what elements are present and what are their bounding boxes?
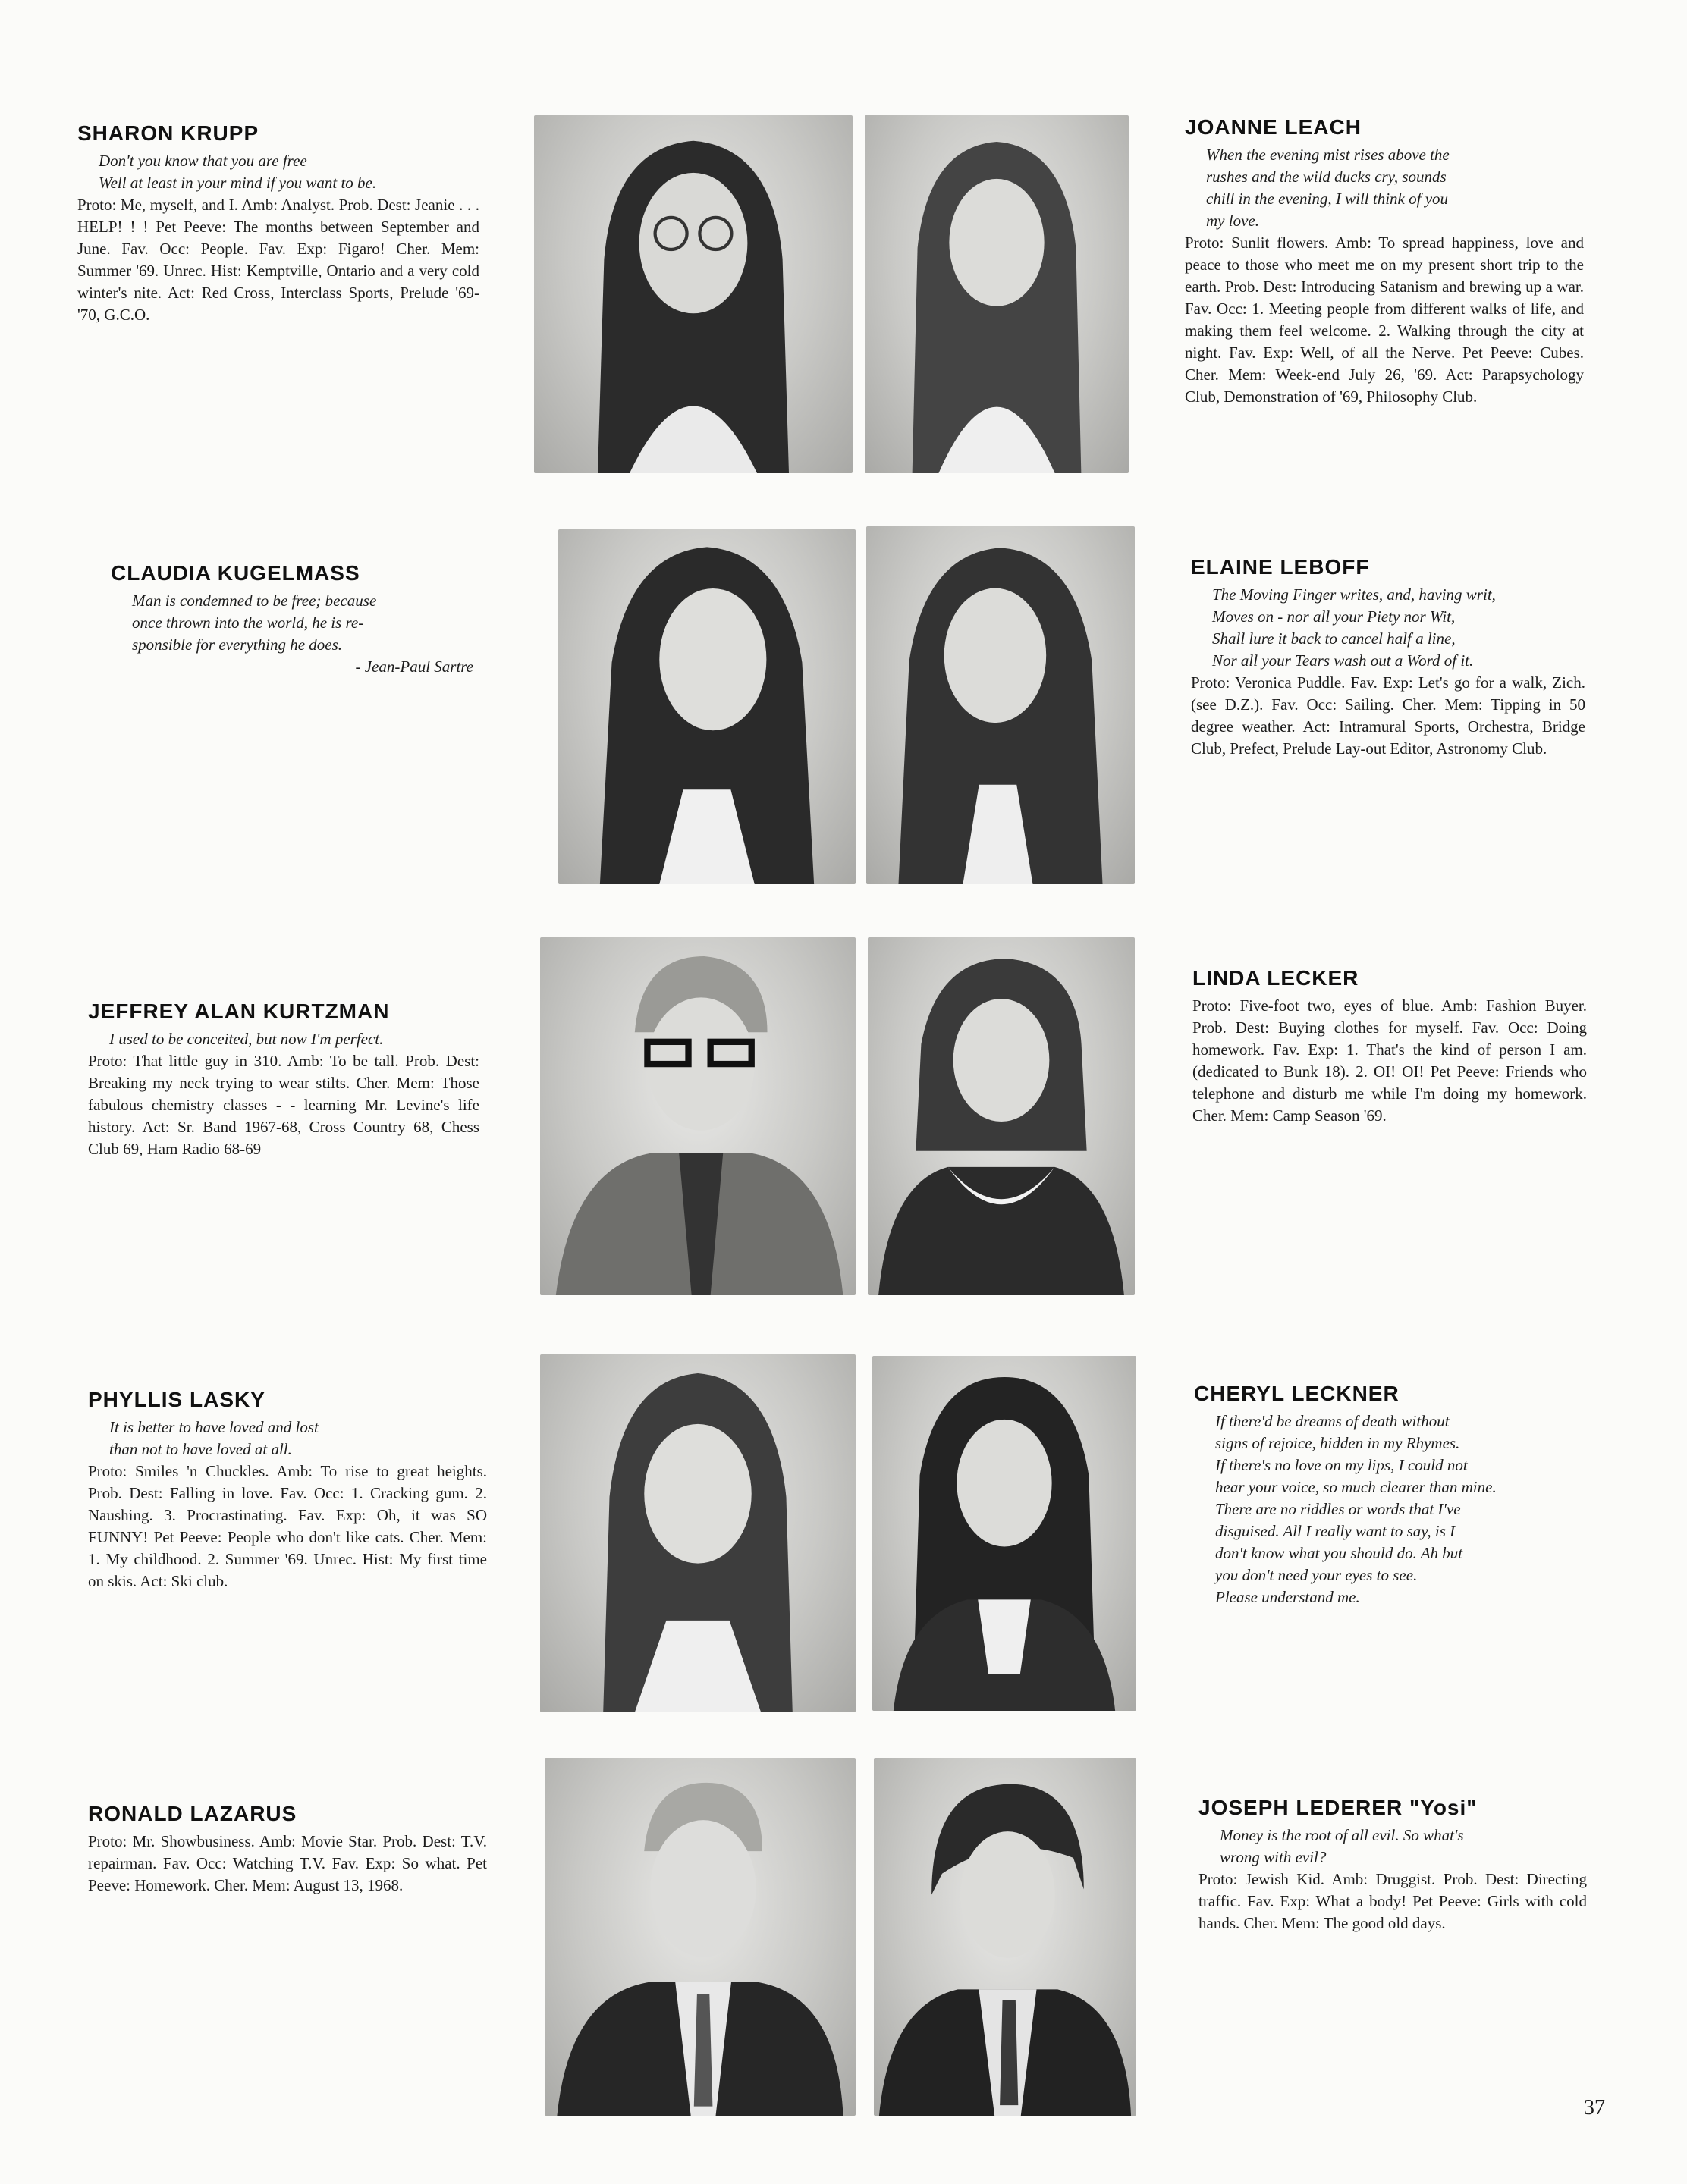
student-name: LINDA LECKER — [1192, 966, 1359, 990]
entry-joseph-lederer — [1198, 1796, 1587, 1935]
entry-joanne-leach — [1185, 115, 1584, 408]
portrait-photo-jeffrey-alan-kurtzman — [540, 937, 856, 1295]
student-name: RONALD LAZARUS — [88, 1802, 297, 1825]
student-quote: The Moving Finger writes, and, having writ, Moves on - nor all your Piety nor Wit, Shall lure it back to cancel half a line, Nor all your Tears wash out a Word of it. — [1212, 585, 1496, 670]
page-number: 37 — [1584, 2096, 1605, 2120]
student-bio: Proto: Jewish Kid. Amb: Druggist. Prob. Dest: Directing traffic. Fav. Exp: What a body! Pet Peeve: Girls with cold hands. Cher. Mem: The good old days. — [1198, 1870, 1587, 1932]
portrait-photo-joanne-leach — [865, 115, 1129, 473]
student-name: JOANNE LEACH — [1185, 115, 1362, 139]
entry-linda-lecker — [1192, 966, 1587, 1127]
student-bio: Proto: That little guy in 310. Amb: To be tall. Prob. Dest: Breaking my neck trying to wear stilts. Cher. Mem: Those fabulous chemistry classes - - learning Mr. Levine's life history. Act: Sr. Band 1967-68, Cross Country 68, Chess Club 69, Ham Radio 68-69 — [88, 1052, 479, 1158]
student-name: JEFFREY ALAN KURTZMAN — [88, 999, 390, 1023]
student-bio: Proto: Smiles 'n Chuckles. Amb: To rise to great heights. Prob. Dest: Falling in love. Fav. Occ: 1. Cracking gum. 2. Naushing. 3. Procrastinating. Fav. Exp: Oh, it was SO FUNNY! Pet Peeve: People who don't like cats. Cher. Mem: 1. My childhood. 2. Summer '69. Unrec. Hist: My first time on skis. Act: Ski club. — [88, 1462, 487, 1590]
portrait-photo-phyllis-lasky — [540, 1354, 856, 1712]
entry-sharon-krupp — [77, 121, 479, 326]
student-bio: Proto: Five-foot two, eyes of blue. Amb: Fashion Buyer. Prob. Dest: Buying clothes for myself. Fav. Occ: Doing homework. Fav. Exp: 1. That's the kind of person I am. (dedicated to Bunk 18). 2. OI! OI! Pet Peeve: Friends who telephone and disturb me while I'm doing my homework. Cher. Mem: Camp Season '69. — [1192, 996, 1587, 1125]
student-bio: Proto: Mr. Showbusiness. Amb: Movie Star. Prob. Dest: T.V. repairman. Fav. Occ: Watching T.V. Fav. Exp: So what. Pet Peeve: Homework. Cher. Mem: August 13, 1968. — [88, 1832, 487, 1894]
portrait-photo-cheryl-leckner — [872, 1356, 1136, 1711]
student-quote: Don't you know that you are free Well at least in your mind if you want to be. — [99, 152, 377, 192]
student-quote: It is better to have loved and lost than not to have loved at all. — [109, 1418, 319, 1458]
student-name: CHERYL LECKNER — [1194, 1382, 1400, 1405]
entry-cheryl-leckner — [1194, 1382, 1588, 1608]
student-quote: Money is the root of all evil. So what's wrong with evil? — [1220, 1826, 1464, 1866]
student-bio: Proto: Me, myself, and I. Amb: Analyst. Prob. Dest: Jeanie . . . HELP! ! ! Pet Peeve: The months between September and June. Fav. Occ: People. Fav. Exp: Figaro! Cher. Mem: Summer '69. Unrec. Hist: Kemptville, Ontario and a very cold winter's nite. Act: Red Cross, Interclass Sports, Prelude '69-'70, G.C.O. — [77, 196, 479, 324]
portrait-photo-sharon-krupp — [534, 115, 853, 473]
student-quote: I used to be conceited, but now I'm perfect. — [109, 1030, 384, 1048]
entry-jeffrey-alan-kurtzman — [88, 999, 479, 1160]
student-name: SHARON KRUPP — [77, 121, 259, 145]
student-bio: Proto: Sunlit flowers. Amb: To spread happiness, love and peace to those who meet me on my present short trip to the earth. Prob. Dest: Introducing Satanism and brewing up a war. Fav. Occ: 1. Meeting people from different walks of life, and making them feel welcome. 2. Walking through the city at night. Fav. Exp: Well, of all the Nerve. Pet Peeve: Cubes. Cher. Mem: Week-end July 26, '69. Act: Parapsychology Club, Demonstration of '69, Philosophy Club. — [1185, 234, 1584, 406]
student-quote: Man is condemned to be free; because once thrown into the world, he is re- sponsible for everything he does. — [132, 592, 377, 654]
entry-claudia-kugelmass — [111, 561, 479, 678]
portrait-photo-ronald-lazarus — [545, 1758, 856, 2116]
portrait-photo-elaine-leboff — [866, 526, 1135, 884]
student-quote: When the evening mist rises above the rushes and the wild ducks cry, sounds chill in the evening, I will think of you my love. — [1206, 146, 1450, 230]
entry-elaine-leboff — [1191, 555, 1585, 760]
entry-phyllis-lasky — [88, 1388, 487, 1592]
student-name: JOSEPH LEDERER "Yosi" — [1198, 1796, 1478, 1819]
student-name: CLAUDIA KUGELMASS — [111, 561, 360, 585]
quote-attribution: - Jean-Paul Sartre — [355, 657, 473, 676]
portrait-photo-linda-lecker — [868, 937, 1135, 1295]
student-bio: Proto: Veronica Puddle. Fav. Exp: Let's go for a walk, Zich. (see D.Z.). Fav. Occ: Sailing. Cher. Mem: Tipping in 50 degree weather. Act: Intramural Sports, Orchestra, Bridge Club, Prefect, Prelude Lay-out Editor, Astronomy Club. — [1191, 673, 1585, 758]
portrait-photo-claudia-kugelmass — [558, 529, 856, 884]
student-quote: If there'd be dreams of death without signs of rejoice, hidden in my Rhymes. If there's no love on my lips, I could not hear your voice, so much clearer than mine. There are no riddles or words that I've disguised. All I really want to say, is I don't know what you should do. Ah but you don't need your eyes to see. Please understand me. — [1215, 1412, 1497, 1606]
entry-ronald-lazarus — [88, 1802, 487, 1897]
student-name: ELAINE LEBOFF — [1191, 555, 1370, 579]
portrait-photo-joseph-lederer — [874, 1758, 1136, 2116]
student-name: PHYLLIS LASKY — [88, 1388, 265, 1411]
